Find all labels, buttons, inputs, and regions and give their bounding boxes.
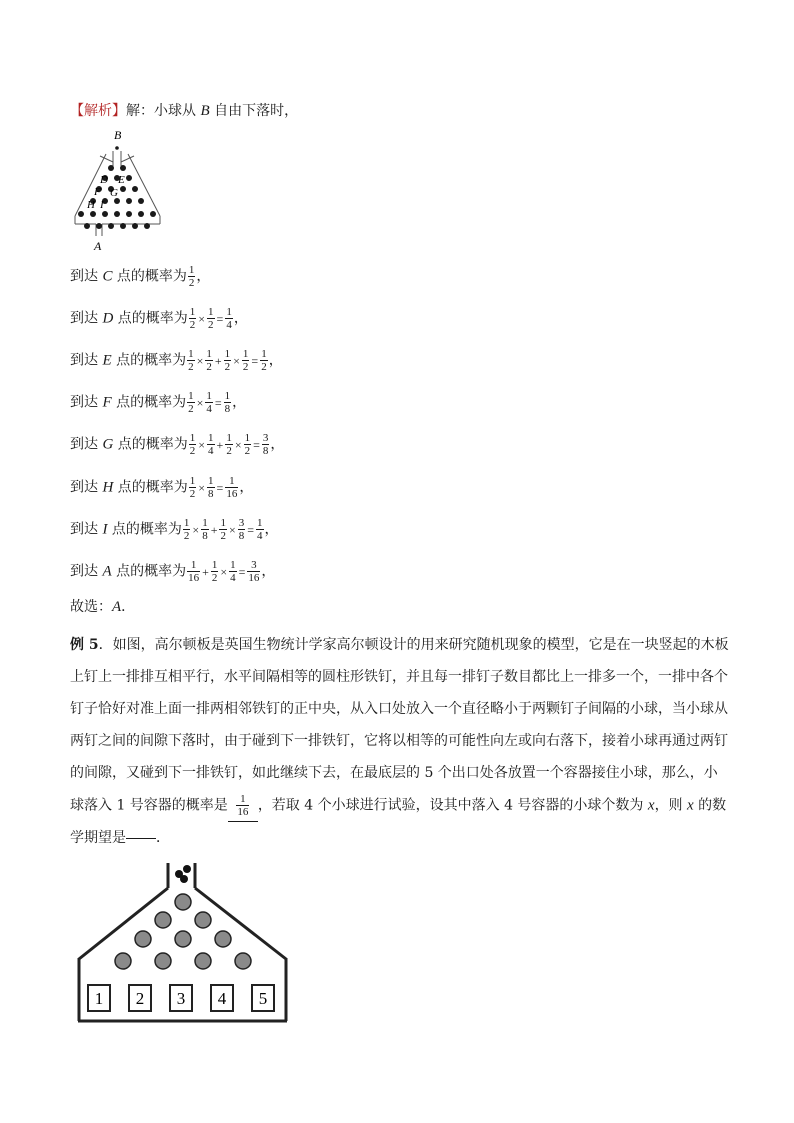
probability-line-A: 到达 A 点的概率为 $\frac{1}{16}$ + $\frac{1}{2}$ × $\frac{1}{4}$ = $\frac{3}{16}$ ， <box>70 559 276 584</box>
fraction: $\frac{1}{8}$ <box>208 475 214 500</box>
fraction: $\frac{1}{4}$ <box>257 517 263 542</box>
peg <box>144 223 150 229</box>
galton-board-figure-small <box>70 126 170 254</box>
label-H: H <box>87 199 95 211</box>
peg <box>90 211 96 217</box>
peg <box>108 165 114 171</box>
peg <box>120 223 126 229</box>
fraction: $\frac{1}{8}$ <box>202 517 208 542</box>
point-label: C <box>102 268 113 285</box>
probability-line-F: 到达 F 点的概率为 $\frac{1}{2}$ × $\frac{1}{4}$ = $\frac{1}{8}$ ， <box>70 390 247 415</box>
fraction: $\frac{1}{2}$ <box>189 432 196 457</box>
probability-line-D: 到达 D 点的概率为 $\frac{1}{2}$ × $\frac{1}{2}$ = $\frac{1}{4}$ ， <box>70 306 248 331</box>
peg <box>115 953 131 969</box>
fraction: $\frac{1}{2}$ <box>189 475 196 500</box>
peg <box>150 211 156 217</box>
peg <box>126 175 132 181</box>
answer-blank-1: $\frac{1}{16}$ <box>228 789 258 822</box>
fraction: $\frac{1}{2}$ <box>189 306 196 331</box>
peg <box>114 211 120 217</box>
peg <box>132 223 138 229</box>
answer-choice: A <box>112 599 122 615</box>
peg <box>138 211 144 217</box>
label-I: I <box>100 199 104 211</box>
fraction: $\frac{1}{4}$ <box>208 432 214 457</box>
fraction: $\frac{3}{16}$ <box>248 559 260 584</box>
probability-line-I: 到达 I 点的概率为 $\frac{1}{2}$ × $\frac{1}{8}$ + $\frac{1}{2}$ × $\frac{3}{8}$ = $\frac{1}{4}$ ， <box>70 517 279 542</box>
peg <box>120 165 126 171</box>
container-number: 5 <box>258 989 268 1008</box>
peg <box>132 186 138 192</box>
fraction: $\frac{1}{4}$ <box>230 559 236 584</box>
fraction: $\frac{1}{4}$ <box>206 390 212 415</box>
fraction: $\frac{1}{2}$ <box>208 306 214 331</box>
point-label: G <box>102 436 114 453</box>
container-number: 4 <box>217 989 227 1008</box>
peg <box>195 912 211 928</box>
container-number: 2 <box>135 989 145 1008</box>
label-F: F <box>94 186 101 198</box>
point-label: A <box>102 563 112 580</box>
pegs-large <box>115 894 251 969</box>
point-label: F <box>102 394 112 411</box>
galton-board-figure <box>70 855 295 1027</box>
peg <box>195 953 211 969</box>
peg <box>155 953 171 969</box>
analysis-intro: 【解析】解：小球从 B 自由下落时， <box>70 103 299 119</box>
peg <box>135 931 151 947</box>
label-A: A <box>94 239 102 253</box>
fraction: $\frac{1}{2}$ <box>183 517 190 542</box>
point-label: D <box>102 310 114 327</box>
answer-blank-2 <box>126 838 156 839</box>
container-number: 1 <box>94 989 104 1008</box>
fraction: $\frac{1}{2}$ <box>188 390 194 415</box>
peg <box>102 211 108 217</box>
ball <box>180 875 188 883</box>
probability-line-G: 到达 G 点的概率为 $\frac{1}{2}$ × $\frac{1}{4}$ + $\frac{1}{2}$ × $\frac{1}{2}$ = $\frac{3}{8}$ ， <box>70 432 285 457</box>
fraction: $\frac{1}{2}$ <box>211 559 218 584</box>
fraction: $\frac{1}{2}$ <box>220 517 226 542</box>
probability-line-E: 到达 E 点的概率为 $\frac{1}{2}$ × $\frac{1}{2}$ + $\frac{1}{2}$ × $\frac{1}{2}$ = $\frac{1}{2}$ ， <box>70 348 283 373</box>
peg <box>235 953 251 969</box>
peg <box>84 223 90 229</box>
probability-line-C: 到达 C 点的概率为 $\frac{1}{2}$ ， <box>70 264 211 289</box>
fraction: $\frac{1}{2}$ <box>261 348 267 373</box>
analysis-tag: 【解析】 <box>70 103 126 119</box>
fraction: $\frac{1}{2}$ <box>242 348 249 373</box>
fraction: $\frac{3}{8}$ <box>238 517 245 542</box>
label-G: G <box>110 187 118 199</box>
point-label: E <box>102 352 112 369</box>
point-label: I <box>102 521 108 538</box>
fraction: $\frac{1}{2}$ <box>188 264 195 289</box>
fraction: $\frac{3}{8}$ <box>262 432 269 457</box>
peg <box>96 223 102 229</box>
example-tag: 例 5 <box>70 637 99 653</box>
containers <box>88 985 274 1011</box>
label-B: B <box>114 128 122 142</box>
ball <box>183 865 191 873</box>
fraction: $\frac{1}{8}$ <box>224 390 231 415</box>
fraction: $\frac{1}{2}$ <box>224 348 231 373</box>
peg <box>120 186 126 192</box>
fraction: $\frac{1}{2}$ <box>188 348 194 373</box>
container-number: 3 <box>176 989 186 1008</box>
fraction: $\frac{1}{16}$ <box>188 559 200 584</box>
peg <box>175 931 191 947</box>
fraction: $\frac{1}{2}$ <box>244 432 251 457</box>
peg <box>175 894 191 910</box>
probability-line-H: 到达 H 点的概率为 $\frac{1}{2}$ × $\frac{1}{8}$ = $\frac{1}{16}$ ， <box>70 475 254 500</box>
fraction: $\frac{1}{16}$ <box>226 475 238 500</box>
label-E: E <box>118 174 125 186</box>
peg <box>138 198 144 204</box>
answer-line: 故选：A． <box>70 599 136 615</box>
peg <box>155 912 171 928</box>
example5-text: 例 5．如图，高尔顿板是英国生物统计学家高尔顿设计的用来研究随机现象的模型，它是在一块竖起的木板上钉上一排排互相平行，水平间隔相等的圆柱形铁钉，并且每一排钉子数目都比上一排多一个，一排中各个钉子恰好对准上面一排两相邻铁钉的正中央，从入口处放入一个直径略小于两颗钉子间隔的小球，当小球从两钉之间的间隙下落时，由于碰到下一排铁钉，它将以相等的可能性向左或向右落下，接着小球再通过两钉的间隙，又碰到下一排铁钉，如此继续下去，在最底层的 5 个出口处各放置一个容器接住小球，那么，小球落入 1 号容器的概率是 $\frac{1}{16}$ ，若取 4 个小球进行试验，设其中落入 4 号容器的小球个数为 x，则 x 的数学期望是 ． <box>70 637 729 846</box>
peg <box>126 198 132 204</box>
fraction: $\frac{1}{2}$ <box>206 348 212 373</box>
peg <box>126 211 132 217</box>
label-D: D <box>100 174 108 186</box>
peg <box>215 931 231 947</box>
peg <box>78 211 84 217</box>
point-label: H <box>102 479 114 496</box>
fraction: $\frac{1}{2}$ <box>226 432 232 457</box>
fraction: $\frac{1}{4}$ <box>226 306 232 331</box>
peg <box>108 223 114 229</box>
